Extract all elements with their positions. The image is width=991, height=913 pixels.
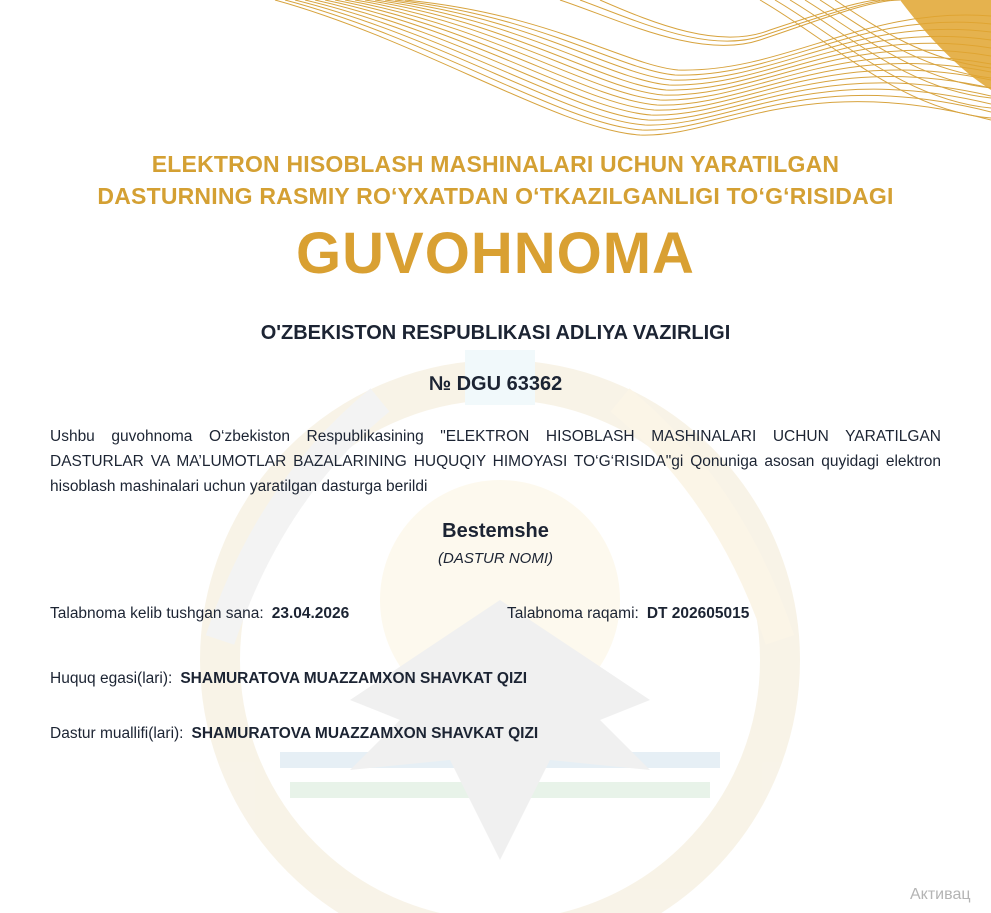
certificate-title: GUVOHNOMA <box>296 221 695 286</box>
program-name: Bestemshe <box>442 520 549 542</box>
certificate-number: № DGU 63362 <box>428 373 563 395</box>
application-date-value: 23.04.2026 <box>271 605 350 622</box>
application-number-value: DT 202605015 <box>646 605 750 622</box>
program-author-field <box>50 725 538 743</box>
program-name-caption: (DASTUR NOMI) <box>438 550 553 567</box>
certificate-body-text: Ushbu guvohnoma O‘zbekiston Respublikasining "ELEKTRON HISOBLASH MASHINALARI UCHUN YARATILGAN DASTURLAR VA MA’LUMOTLAR BAZALARINING HUQUQIY HIMOYASI TO‘G‘RISIDA"gi Qonuniga asosan quyidagi elektron hisoblash mashinalari uchun yaratilgan dasturga berildi <box>50 428 941 495</box>
program-author-value: SHAMURATOVA MUAZZAMXON SHAVKAT QIZI <box>191 725 539 742</box>
application-date-field <box>50 605 349 623</box>
header-line-1: ELEKTRON HISOBLASH MASHINALARI UCHUN YARATILGAN <box>151 151 840 177</box>
header-line-2: DASTURNING RASMIY RO‘YXATDAN O‘TKAZILGANLIGI TO‘G‘RISIDAGI <box>97 183 894 209</box>
rights-owner-label: Huquq egasi(lari): <box>50 670 173 687</box>
application-number-label: Talabnoma raqami: <box>507 605 639 622</box>
application-date-label: Talabnoma kelib tushgan sana: <box>50 605 264 622</box>
windows-activation-watermark: Активац <box>910 886 971 903</box>
rights-owner-value: SHAMURATOVA MUAZZAMXON SHAVKAT QIZI <box>180 670 528 687</box>
gold-wave-ribbon-icon <box>0 0 991 160</box>
application-number-field <box>507 605 749 623</box>
program-author-label: Dastur muallifi(lari): <box>50 725 184 742</box>
rights-owner-field <box>50 670 527 688</box>
ministry-name: O'ZBEKISTON RESPUBLIKASI ADLIYA VAZIRLIGI <box>260 322 731 344</box>
